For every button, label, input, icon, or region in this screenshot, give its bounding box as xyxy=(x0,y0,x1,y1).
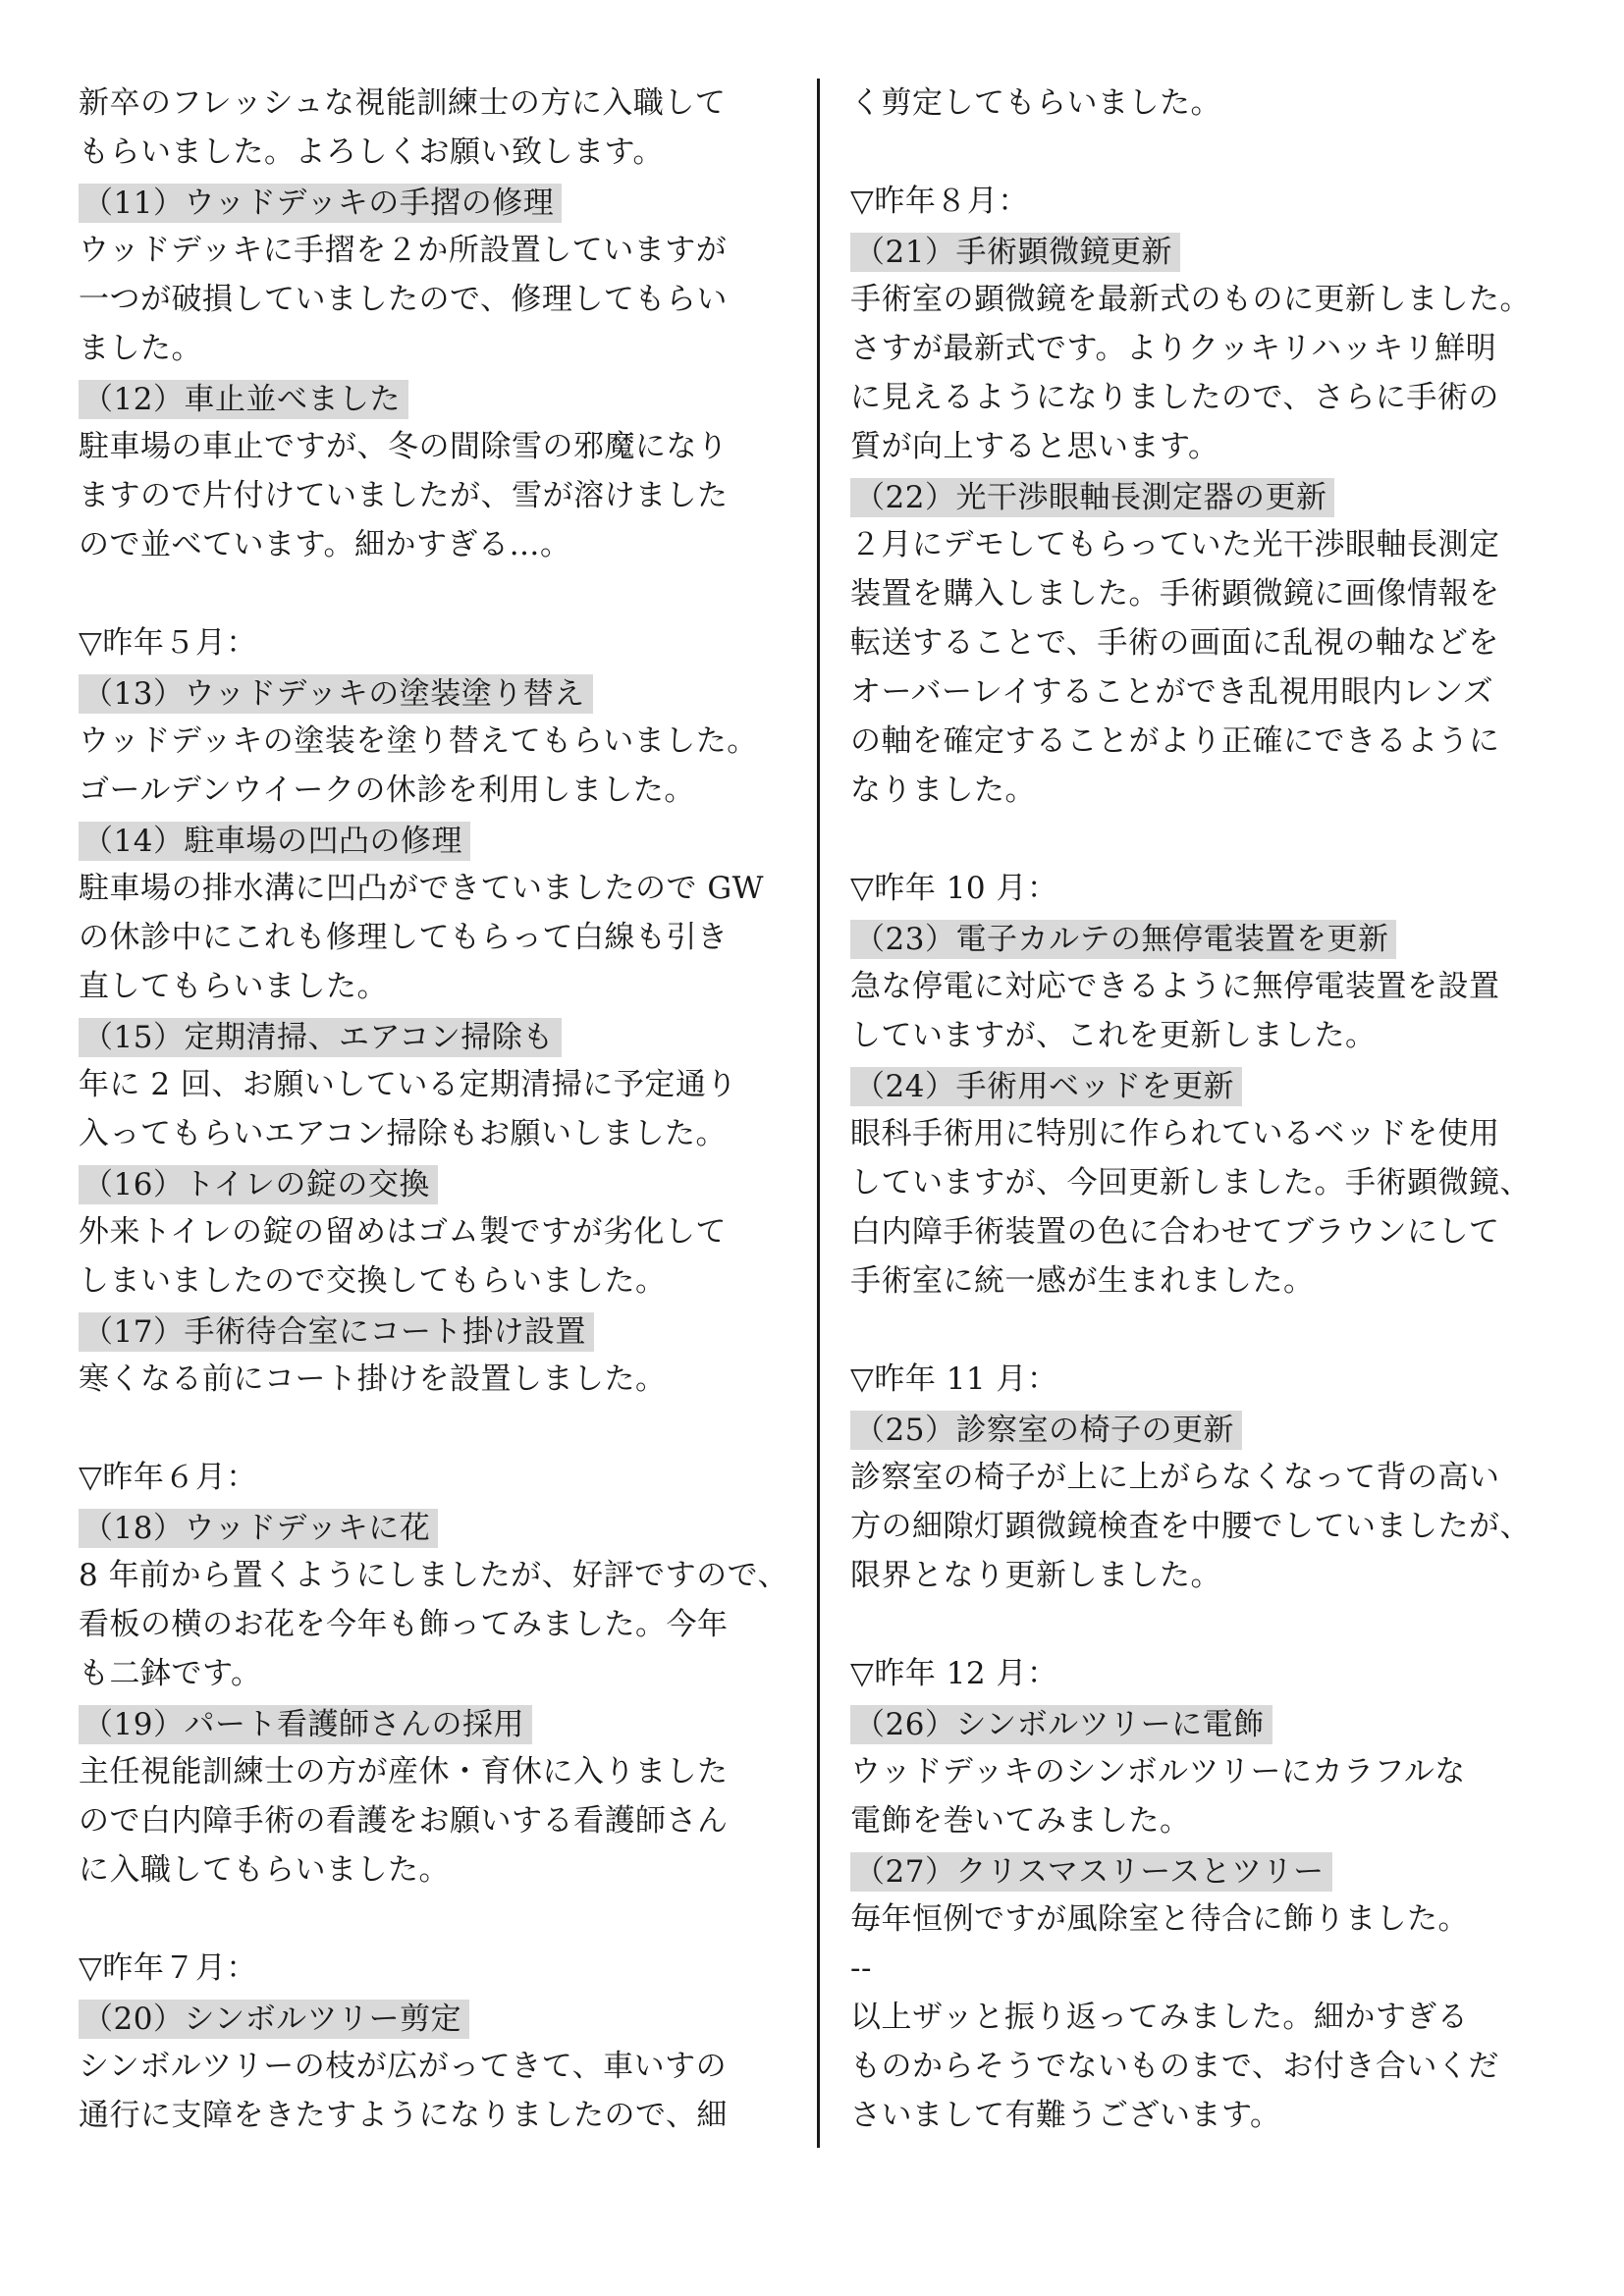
body-line: もらいました。よろしくお願い致します。 xyxy=(79,134,665,170)
blank-line xyxy=(79,569,805,618)
right-column xyxy=(850,79,1582,2140)
body-line: ました。 xyxy=(79,331,202,366)
body-line: 年に 2 回、お願いしている定期清掃に予定通り xyxy=(79,1067,737,1102)
blank-line xyxy=(850,815,1582,864)
section-heading-label: （22）光干渉眼軸長測定器の更新 xyxy=(850,478,1334,517)
section-heading xyxy=(79,667,805,717)
column-divider xyxy=(817,79,820,2148)
section-heading-label: （26）シンボルツリーに電飾 xyxy=(850,1705,1272,1744)
body-line: 限界となり更新しました。 xyxy=(850,1558,1221,1593)
body-line: 駐車場の排水溝に凹凸ができていましたので GW xyxy=(79,871,764,906)
body-line: 通行に支障をきたすようになりましたので、細 xyxy=(79,2098,728,2133)
section-heading xyxy=(79,1306,805,1355)
body-line: さいまして有難うございます。 xyxy=(850,2098,1281,2133)
section-heading xyxy=(850,1845,1582,1895)
section-heading-label: （18）ウッドデッキに花 xyxy=(79,1509,438,1548)
section-heading xyxy=(850,1060,1582,1109)
blank-line xyxy=(850,1600,1582,1649)
body-line: 入ってもらいエアコン掃除もお願いしました。 xyxy=(79,1116,727,1151)
section-heading-label: （25）診察室の椅子の更新 xyxy=(850,1411,1242,1450)
body-line: 直してもらいました。 xyxy=(79,969,388,1004)
body-line: 質が向上すると思います。 xyxy=(850,429,1219,464)
body-line: 診察室の椅子が上に上がらなくなって背の高い xyxy=(850,1460,1500,1495)
body-line: に見えるようになりましたので、さらに手術の xyxy=(850,380,1499,415)
body-line: 8 年前から置くようにしましたが、好評ですので、 xyxy=(79,1558,788,1593)
body-line: 手術室の顕微鏡を最新式のものに更新しました。 xyxy=(850,282,1531,317)
section-heading xyxy=(850,471,1582,520)
body-line: 眼科手術用に特別に作られているベッドを使用 xyxy=(850,1116,1500,1151)
date-heading: ▽昨年８月： xyxy=(850,184,1029,219)
section-heading-label: （17）手術待合室にコート掛け設置 xyxy=(79,1312,594,1352)
body-line: -- xyxy=(850,1950,872,1986)
body-line: 手術室に統一感が生まれました。 xyxy=(850,1263,1315,1299)
date-heading: ▽昨年 11 月： xyxy=(850,1362,1058,1397)
body-line: ものからそうでないものまで、お付き合いくだ xyxy=(850,2049,1499,2084)
body-line: 装置を購入しました。手術顕微鏡に画像情報を xyxy=(850,576,1500,612)
section-heading xyxy=(850,1404,1582,1453)
section-heading-label: （15）定期清掃、エアコン掃除も xyxy=(79,1018,562,1057)
section-heading-label: （23）電子カルテの無停電装置を更新 xyxy=(850,920,1396,959)
body-line: なりました。 xyxy=(850,773,1036,808)
date-heading: ▽昨年 12 月： xyxy=(850,1656,1058,1691)
section-heading xyxy=(850,1698,1582,1747)
section-heading-label: （27）クリスマスリースとツリー xyxy=(850,1852,1332,1892)
section-heading-label: （12）車止並べました xyxy=(79,380,408,419)
section-heading xyxy=(850,913,1582,962)
section-heading-label: （14）駐車場の凹凸の修理 xyxy=(79,822,470,861)
body-line: 白内障手術装置の色に合わせてブラウンにして xyxy=(850,1214,1500,1250)
date-heading: ▽昨年５月： xyxy=(79,625,257,661)
section-heading xyxy=(79,177,805,226)
body-line: シンボルツリーの枝が広がってきて、車いすの xyxy=(79,2049,728,2084)
body-line: さすが最新式です。よりクッキリハッキリ鮮明 xyxy=(850,331,1497,366)
body-line: 主任視能訓練士の方が産休・育休に入りました xyxy=(79,1754,729,1789)
body-line: 寒くなる前にコート掛けを設置しました。 xyxy=(79,1362,667,1397)
body-line: も二鉢です。 xyxy=(79,1656,262,1691)
blank-line xyxy=(850,1306,1582,1355)
body-line: の休診中にこれも修理してもらって白線も引き xyxy=(79,920,729,955)
body-line: しまいましたので交換してもらいました。 xyxy=(79,1263,667,1299)
body-line: 転送することで、手術の画面に乱視の軸などを xyxy=(850,625,1499,661)
body-line: 新卒のフレッシュな視能訓練士の方に入職して xyxy=(79,85,727,121)
section-heading xyxy=(79,815,805,864)
body-line: 毎年恒例ですが風除室と待合に飾りました。 xyxy=(850,1901,1469,1937)
section-heading xyxy=(850,226,1582,275)
section-heading xyxy=(79,1011,805,1060)
body-line: 看板の横のお花を今年も飾ってみました。今年 xyxy=(79,1607,729,1642)
section-heading-label: （11）ウッドデッキの手摺の修理 xyxy=(79,184,562,223)
body-line: 一つが破損していましたので、修理してもらい xyxy=(79,282,728,317)
body-line: 外来トイレの錠の留めはゴム製ですが劣化して xyxy=(79,1214,727,1250)
blank-line xyxy=(79,1895,805,1944)
body-line: ウッドデッキのシンボルツリーにカラフルな xyxy=(850,1754,1466,1789)
section-heading xyxy=(79,1698,805,1747)
body-line: く剪定してもらいました。 xyxy=(850,85,1221,121)
section-heading xyxy=(79,1158,805,1207)
body-line: ２月にデモしてもらっていた光干渉眼軸長測定 xyxy=(850,527,1500,562)
date-heading: ▽昨年６月： xyxy=(79,1460,257,1495)
body-line: 電飾を巻いてみました。 xyxy=(850,1803,1191,1839)
date-heading: ▽昨年７月： xyxy=(79,1950,257,1986)
body-line: していますが、今回更新しました。手術顕微鏡、 xyxy=(850,1165,1531,1201)
body-line: の軸を確定することがより正確にできるように xyxy=(850,723,1500,759)
body-line: に入職してもらいました。 xyxy=(79,1852,450,1888)
body-line: ウッドデッキの塗装を塗り替えてもらいました。 xyxy=(79,723,758,759)
body-line: ゴールデンウイークの休診を利用しました。 xyxy=(79,773,695,808)
section-heading-label: （16）トイレの錠の交換 xyxy=(79,1165,438,1204)
left-column xyxy=(79,79,805,2140)
body-line: ので並べています。細かすぎる…。 xyxy=(79,527,571,562)
section-heading xyxy=(79,1502,805,1551)
section-heading xyxy=(79,1993,805,2042)
section-heading-label: （20）シンボルツリー剪定 xyxy=(79,2000,469,2039)
body-line: していますが、これを更新しました。 xyxy=(850,1018,1377,1053)
section-heading-label: （19）パート看護師さんの採用 xyxy=(79,1705,532,1744)
body-line: 駐車場の車止ですが、冬の間除雪の邪魔になり xyxy=(79,429,729,464)
blank-line xyxy=(79,1404,805,1453)
body-line: ウッドデッキに手摺を２か所設置していますが xyxy=(79,233,728,268)
body-line: 方の細隙灯顕微鏡検査を中腰でしていましたが、 xyxy=(850,1509,1531,1544)
section-heading-label: （24）手術用ベッドを更新 xyxy=(850,1067,1242,1106)
date-heading: ▽昨年 10 月： xyxy=(850,871,1058,906)
section-heading-label: （13）ウッドデッキの塗装塗り替え xyxy=(79,674,593,714)
body-line: ので白内障手術の看護をお願いする看護師さん xyxy=(79,1803,729,1839)
body-line: 急な停電に対応できるように無停電装置を設置 xyxy=(850,969,1500,1004)
section-heading-label: （21）手術顕微鏡更新 xyxy=(850,233,1180,272)
body-line: 以上ザッと振り返ってみました。細かすぎる xyxy=(850,2000,1469,2035)
body-line: オーバーレイすることができ乱視用眼内レンズ xyxy=(850,674,1494,710)
section-heading xyxy=(79,373,805,422)
blank-line xyxy=(850,128,1582,177)
body-line: ますので片付けていましたが、雪が溶けました xyxy=(79,478,729,513)
